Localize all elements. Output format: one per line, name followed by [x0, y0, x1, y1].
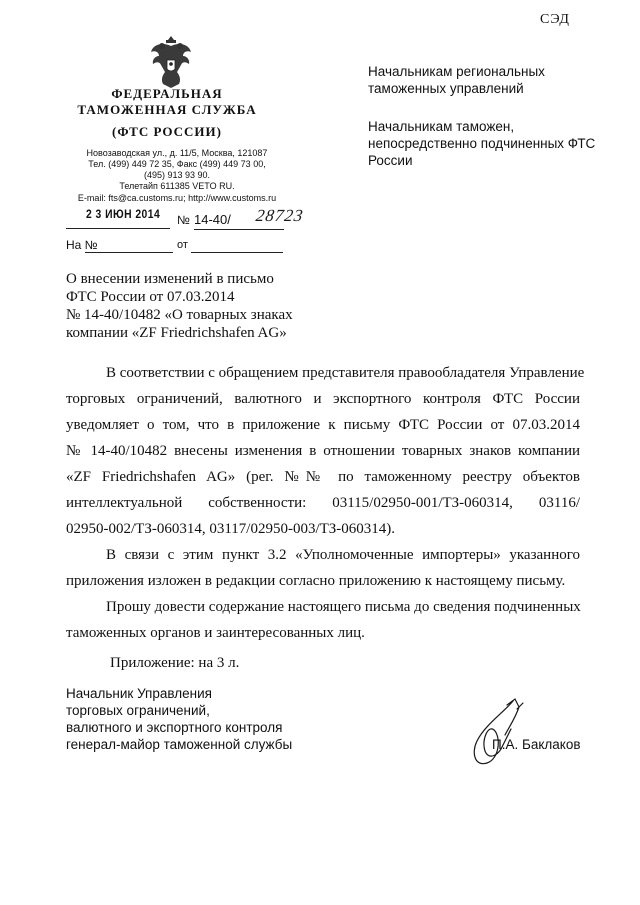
document-mark: СЭД — [540, 12, 570, 27]
signer-name: П.А. Баклаков — [492, 737, 581, 752]
signer-title-line: генерал-майор таможенной службы — [66, 737, 293, 752]
phone-line: Тел. (499) 449 72 35, Факс (499) 449 73 00, — [88, 159, 266, 169]
subject-line: компании «ZF Friedrichshafen AG» — [66, 325, 287, 341]
signer-title-line: торговых ограничений, — [66, 703, 210, 718]
number-handwritten: 28723 — [254, 206, 305, 225]
subject-line: О внесении изменений в письмо — [66, 271, 274, 287]
subject-line: № 14-40/10482 «О товарных знаках — [66, 307, 293, 323]
attachment-note: Приложение: на 3 л. — [110, 655, 240, 671]
body-line: Прошу довести содержание настоящего письма до сведения подчиненных — [106, 599, 581, 615]
email-line: E-mail: fts@ca.customs.ru; http://www.customs.ru — [77, 193, 277, 203]
body-line: таможенных органов и заинтересованных лиц. — [66, 625, 365, 641]
phone-line-2: (495) 913 93 90. — [143, 170, 211, 180]
handwritten-signature — [455, 695, 545, 775]
addressee-regional: Начальникам региональных таможенных управлений — [368, 64, 545, 96]
date-stamp: 2 3 ИЮН 2014 — [86, 209, 161, 221]
body-line: 02950-002/ТЗ-060314, 03117/02950-003/ТЗ-060314). — [66, 521, 396, 537]
reference-from-label: от — [177, 239, 188, 251]
body-line: В соответствии с обращением представителя правообладателя Управление — [106, 365, 585, 381]
body-line: В связи с этим пункт 3.2 «Уполномоченные импортеры» указанного — [106, 547, 580, 563]
signer-title-line: валютного и экспортного контроля — [66, 720, 283, 735]
reference-date-underline — [191, 252, 283, 253]
subject — [66, 270, 326, 342]
org-abbreviation: (ФТС РОССИИ) — [112, 124, 222, 139]
body-line: № 14-40/10482 внесены изменения в отношении товарных знаков компании — [66, 443, 580, 459]
body-line: «ZF Friedrichshafen AG» (рег. №№ по таможенному реестру объектов — [66, 469, 580, 485]
body-line: приложения изложен в редакции согласно приложению к настоящему письму. — [66, 573, 566, 589]
body-line: интеллектуальной собственности: 03115/02950-001/ТЗ-060314, 03116/ — [66, 495, 580, 511]
signer-title — [66, 685, 292, 753]
org-name-line1: ФЕДЕРАЛЬНАЯ — [111, 86, 223, 101]
number-underline — [194, 229, 284, 230]
body-paragraph-1 — [66, 360, 585, 542]
date-underline — [66, 228, 170, 229]
address-line: Новозаводская ул., д. 11/5, Москва, 121087 — [86, 148, 268, 158]
signer-title-line: Начальник Управления — [66, 686, 212, 701]
body-line: уведомляет о том, что в приложение к письму ФТС России от 07.03.2014 — [66, 417, 580, 433]
body-paragraph-3 — [66, 594, 580, 646]
teletype-line: Телетайп 611385 VETO RU. — [119, 181, 235, 191]
number-label: № — [177, 213, 190, 227]
coat-of-arms-icon — [147, 32, 195, 90]
body-paragraph-2 — [66, 542, 580, 594]
addressee-customs: Начальникам таможен, непосредственно подчиненных ФТС России — [368, 119, 596, 168]
org-name-line2: ТАМОЖЕННАЯ СЛУЖБА — [77, 102, 257, 117]
reference-label: На № — [66, 238, 98, 252]
number-value: 14-40/ — [194, 212, 231, 227]
subject-line: ФТС России от 07.03.2014 — [66, 289, 235, 305]
body-line: торговых ограничений, валютного и экспортного контроля ФТС России — [66, 391, 580, 407]
reference-underline — [85, 252, 173, 253]
